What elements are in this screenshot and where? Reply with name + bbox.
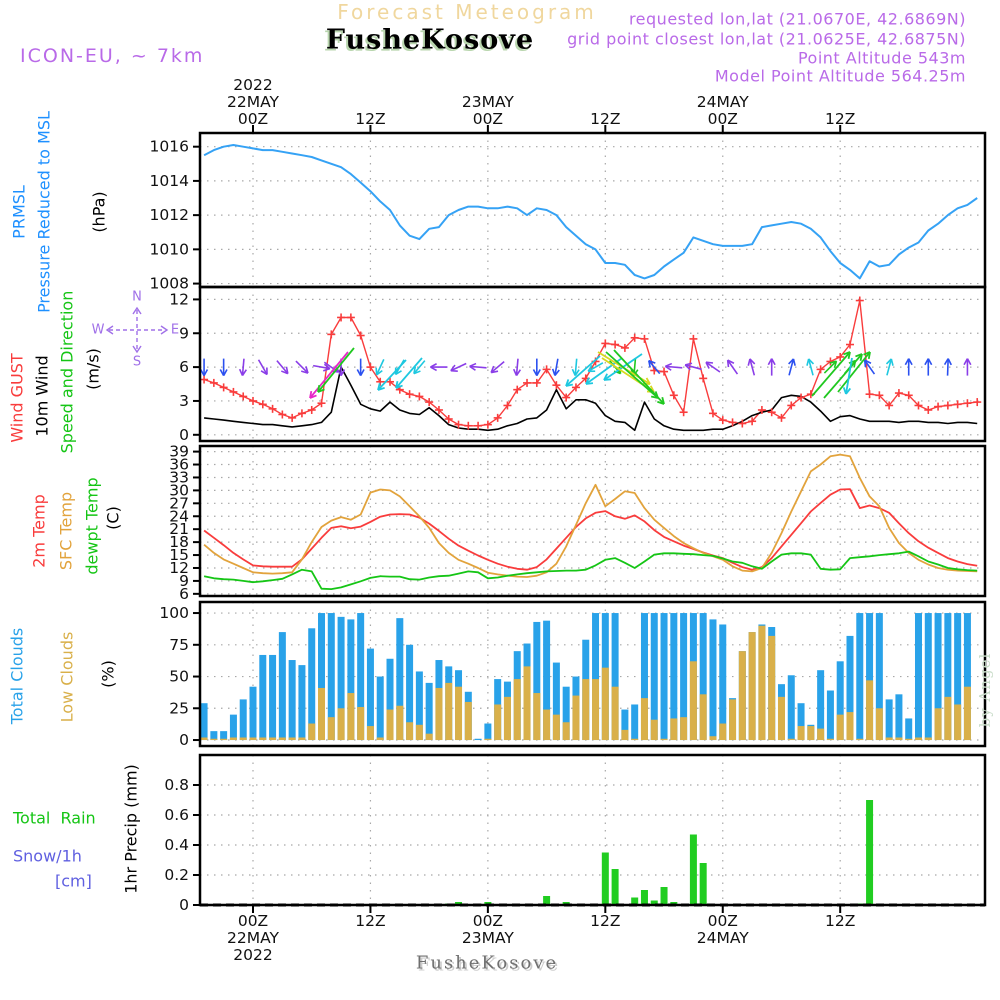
footer-station: FusheKosove [415,952,559,974]
svg-text:1016: 1016 [149,137,189,156]
svg-text:12Z: 12Z [590,110,621,128]
compass-west: W [91,322,105,338]
credit: by Angel [976,652,994,728]
svg-text:00Z: 00Z [707,110,738,128]
svg-text:25: 25 [169,699,189,718]
compass-rose [91,288,190,373]
svg-text:12Z: 12Z [825,110,856,128]
legend-sfc-temp: SFC Temp [56,491,76,571]
svg-text:12Z: 12Z [590,912,621,930]
svg-text:36: 36 [169,455,189,474]
svg-text:15: 15 [169,546,189,565]
cloud-bars [201,613,971,740]
svg-text:18: 18 [169,533,189,552]
page-title: Forecast Meteogram [337,0,597,24]
model-point-altitude: Model Point Altitude 564.25m [714,66,966,86]
svg-text:12: 12 [169,558,189,577]
svg-text:22MAY: 22MAY [227,93,279,111]
svg-text:50: 50 [169,667,189,686]
svg-text:1010: 1010 [149,240,189,259]
svg-text:2022: 2022 [233,76,273,94]
legend-wind-gust: Wind GUST [7,353,27,443]
svg-text:12Z: 12Z [355,110,386,128]
wind-series [204,367,977,430]
svg-text:23MAY: 23MAY [461,93,514,111]
svg-text:0.4: 0.4 [164,836,189,854]
station-title: FusheKosove [325,24,535,56]
svg-text:0.6: 0.6 [164,806,189,824]
legend-dewpt-temp: dewpt Temp [82,477,102,575]
legend-snow: Snow/1h [13,846,82,866]
clouds-unit: (%) [98,660,118,688]
point-altitude: Point Altitude 543m [797,48,966,68]
legend-snow-unit: [cm] [55,871,92,891]
svg-text:6: 6 [179,358,189,377]
svg-text:0: 0 [179,896,189,914]
temp-series [204,552,977,590]
legend-total-clouds: Total Clouds [7,627,27,725]
svg-text:0: 0 [179,425,189,444]
svg-text:1014: 1014 [149,171,189,190]
svg-text:6: 6 [179,584,189,603]
svg-text:00Z: 00Z [237,110,269,128]
requested-coords: requested lon,lat (21.0670E, 42.6869N) [628,9,966,29]
compass-north: N [132,289,142,305]
svg-text:9: 9 [179,324,189,343]
svg-text:30: 30 [169,481,189,500]
wind-unit: (m/s) [83,348,103,390]
legend-total-rain: Total Rain [13,808,96,828]
svg-text:00Z: 00Z [707,912,738,930]
pressure-unit: (hPa) [89,191,109,233]
legend-10m-wind: 10m Wind [32,355,52,437]
svg-text:22MAY: 22MAY [227,929,279,947]
legend-low-clouds: Low Clouds [57,631,77,723]
svg-text:3: 3 [179,391,189,410]
svg-text:00Z: 00Z [472,110,504,128]
svg-text:12: 12 [169,290,189,309]
svg-text:27: 27 [169,494,189,513]
svg-text:21: 21 [169,520,189,539]
temp-unit: (C) [103,506,123,530]
svg-text:24MAY: 24MAY [696,929,749,947]
svg-text:00Z: 00Z [472,912,504,930]
svg-text:24: 24 [169,507,189,526]
svg-text:00Z: 00Z [237,912,269,930]
svg-text:9: 9 [179,571,189,590]
svg-text:33: 33 [169,468,189,487]
pressure-series [204,145,977,278]
svg-text:100: 100 [159,604,189,623]
svg-text:39: 39 [169,442,189,461]
precip-unit: 1hr Precip (mm) [121,764,141,894]
legend-2m-temp: 2m Temp [29,494,49,568]
svg-text:0.8: 0.8 [164,776,189,794]
legend-pressure-reduced: Pressure Reduced to MSL [34,111,54,313]
legend-speed-direction: Speed and Direction [57,290,77,454]
svg-text:12Z: 12Z [355,912,386,930]
svg-text:23MAY: 23MAY [461,929,514,947]
svg-text:1008: 1008 [149,274,189,293]
svg-text:0.2: 0.2 [164,866,189,884]
model-label: ICON-EU, ~ 7km [20,45,205,67]
legend-prmsl: PRMSL [9,185,29,239]
svg-text:12Z: 12Z [825,912,856,930]
svg-text:75: 75 [169,635,189,654]
closest-coords: grid point closest lon,lat (21.0625E, 42.6875N) [567,29,966,49]
svg-text:1012: 1012 [149,206,189,225]
compass-south: S [132,354,142,370]
compass-east: E [170,322,180,338]
y-axis-labels [150,138,200,914]
svg-text:24MAY: 24MAY [696,93,749,111]
svg-text:2022: 2022 [233,946,273,964]
precip-bars [445,800,873,905]
svg-text:0: 0 [179,731,189,750]
